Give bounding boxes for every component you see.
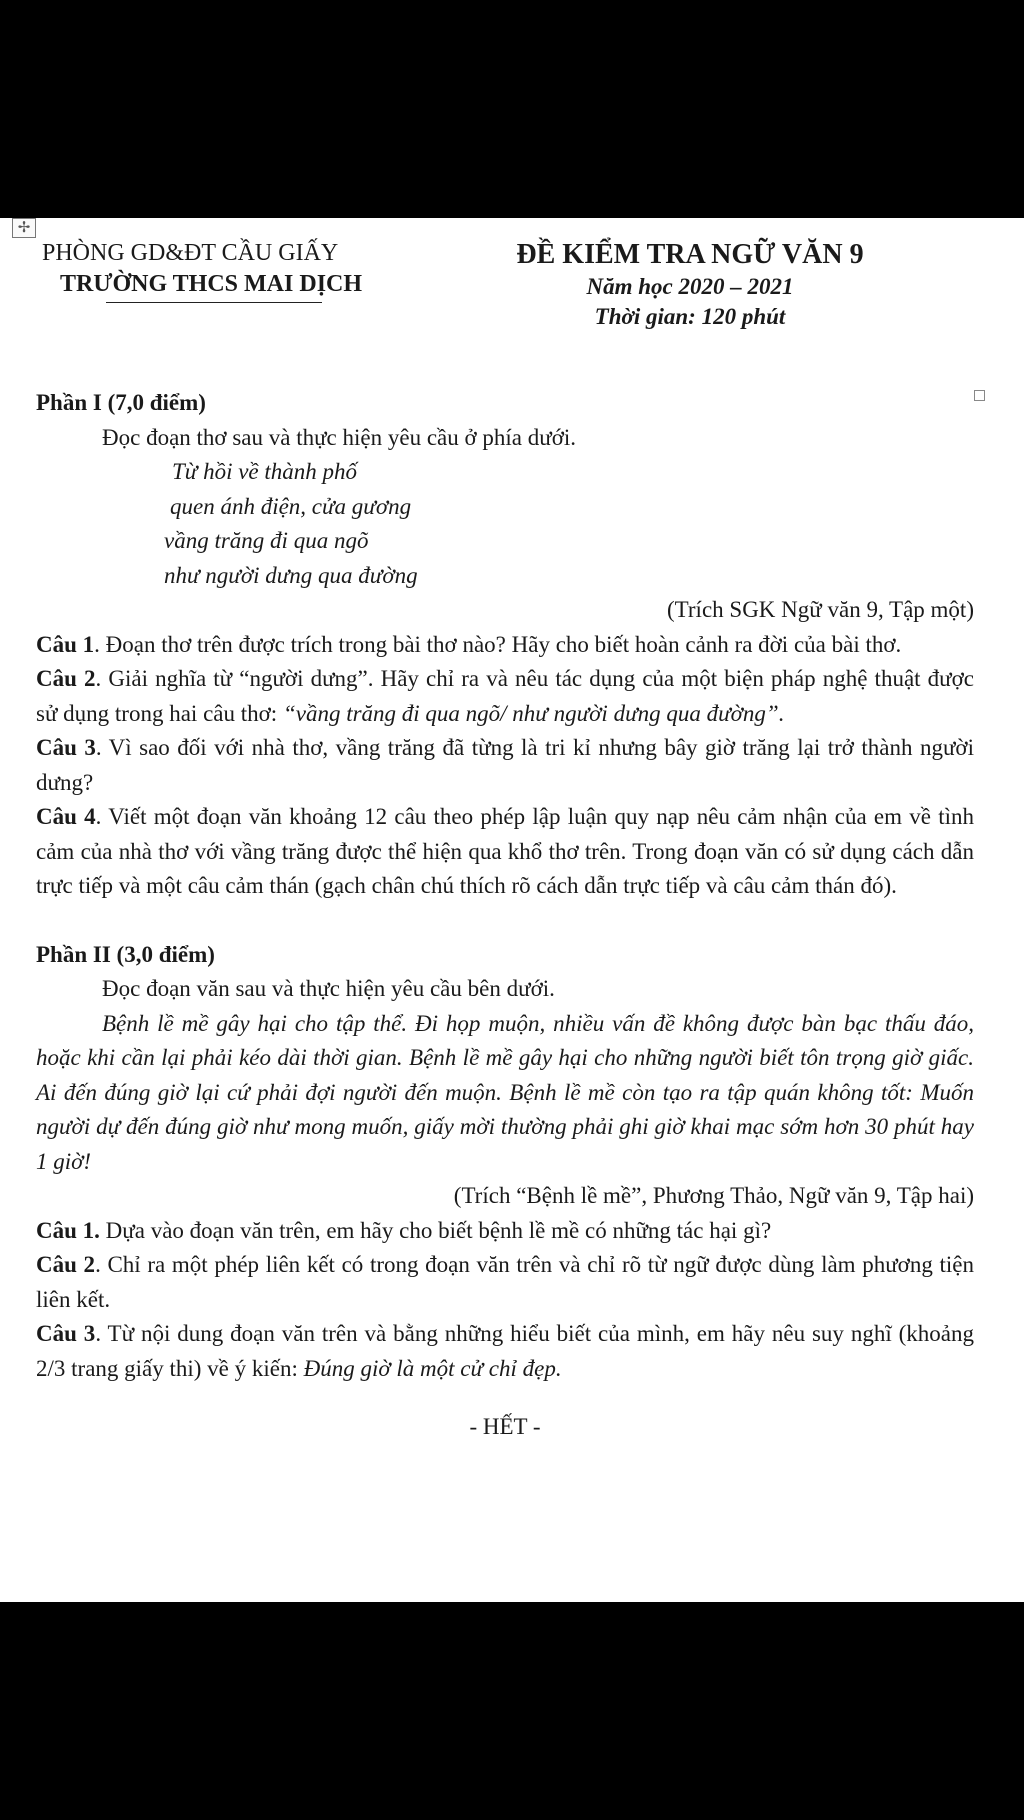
part2-heading: Phần II (3,0 điểm)	[36, 941, 215, 967]
poem-source: (Trích SGK Ngữ văn 9, Tập một)	[667, 597, 974, 622]
header-divider	[106, 302, 322, 303]
anchor-box-icon	[974, 390, 985, 401]
school-year: Năm học 2020 – 2021	[586, 274, 794, 299]
poem-line: vầng trăng đi qua ngõ	[164, 528, 369, 553]
question	[36, 1214, 974, 1249]
question	[36, 1317, 974, 1386]
part2-passage: Bệnh lề mề gây hại cho tập thể. Đi họp muộn, nhiều vấn đề không được bàn bạc thấu đáo, hoặc khi cần lại phải kéo dài thời gian. Bệnh lề mề gây hại cho những người biết tôn trọng giờ giấc. Ai đến đúng giờ lại cứ phải đợi người đến muộn. Bệnh lề mề còn tạo ra tập quán không tốt: Muốn người dự đến đúng giờ như mong muốn, giấy mời thường phải ghi giờ khai mạc sớm hơn 30 phút hay 1 giờ!	[36, 1010, 974, 1174]
part2-instruction: Đọc đoạn văn sau và thực hiện yêu cầu bên dưới.	[102, 976, 555, 1001]
question-label: Câu 2	[36, 666, 96, 691]
end-mark: - HẾT -	[469, 1414, 541, 1439]
exam-content	[36, 386, 974, 1445]
question-label: Câu 2	[36, 1252, 96, 1277]
part1-heading: Phần I (7,0 điểm)	[36, 390, 206, 415]
question	[36, 1248, 974, 1317]
school-name: TRƯỜNG THCS MAI DỊCH	[60, 271, 363, 297]
question	[36, 731, 974, 800]
question-label: Câu 1	[36, 631, 95, 657]
question	[36, 800, 974, 904]
question	[36, 628, 974, 663]
poem	[36, 455, 974, 593]
question-text: . Vì sao đối với nhà thơ, vầng trăng đã từng là tri kỉ nhưng bây giờ trăng lại trở thành người dưng?	[36, 735, 974, 795]
exam-duration: Thời gian: 120 phút	[594, 304, 786, 329]
question-text: Dựa vào đoạn văn trên, em hãy cho biết bệnh lề mề có những tác hại gì?	[99, 1217, 772, 1243]
question-text: . Chỉ ra một phép liên kết có trong đoạn văn trên và chỉ rõ từ ngữ được dùng làm phương tiện liên kết.	[36, 1252, 974, 1312]
passage-source: (Trích “Bệnh lề mề”, Phương Thảo, Ngữ văn 9, Tập hai)	[453, 1183, 974, 1208]
question	[36, 662, 974, 731]
department-name: PHÒNG GD&ĐT CẦU GIẤY	[42, 240, 339, 266]
question-text: . Từ nội dung đoạn văn trên và bằng những hiểu biết của mình, em hãy nêu suy nghĩ (khoảng 2/3 trang giấy thi) về ý kiến:	[36, 1321, 974, 1381]
question-label: Câu 4	[36, 804, 96, 829]
exam-title: ĐỀ KIỂM TRA NGỮ VĂN 9	[516, 239, 864, 270]
poem-line: như người dưng qua đường	[164, 562, 418, 588]
move-handle-icon[interactable]: ✢	[12, 218, 36, 238]
part1-instruction: Đọc đoạn thơ sau và thực hiện yêu cầu ở phía dưới.	[102, 424, 577, 450]
question-text: . Viết một đoạn văn khoảng 12 câu theo phép lập luận quy nạp nêu cảm nhận của em về tình cảm của nhà thơ với vầng trăng được thể hiện qua khổ thơ trên. Trong đoạn văn có sử dụng cách dẫn trực tiếp và một câu cảm thán (gạch chân chú thích rõ cách dẫn trực tiếp và câu cảm thán đó).	[36, 804, 974, 898]
header-left	[38, 238, 362, 303]
question-text: . Đoạn thơ trên được trích trong bài thơ nào? Hãy cho biết hoàn cảnh ra đời của bài thơ.	[94, 631, 902, 657]
question-quote: Đúng giờ là một cử chỉ đẹp.	[303, 1355, 562, 1381]
poem-line: quen ánh điện, cửa gương	[170, 493, 412, 519]
question-label: Câu 1.	[36, 1217, 100, 1243]
poem-line: Từ hồi về thành phố	[172, 459, 358, 484]
question-text: . Giải nghĩa từ “người dưng”. Hãy chỉ ra và nêu tác dụng của một biện pháp nghệ thuật được sử dụng trong hai câu thơ:	[36, 666, 974, 726]
exam-page	[0, 218, 1024, 1602]
section-gap	[36, 904, 974, 938]
header-right	[480, 238, 900, 332]
question-quote: “vầng trăng đi qua ngõ/ như người dưng qua đường”.	[282, 700, 785, 726]
question-label: Câu 3	[36, 1321, 96, 1346]
question-label: Câu 3	[36, 735, 96, 760]
